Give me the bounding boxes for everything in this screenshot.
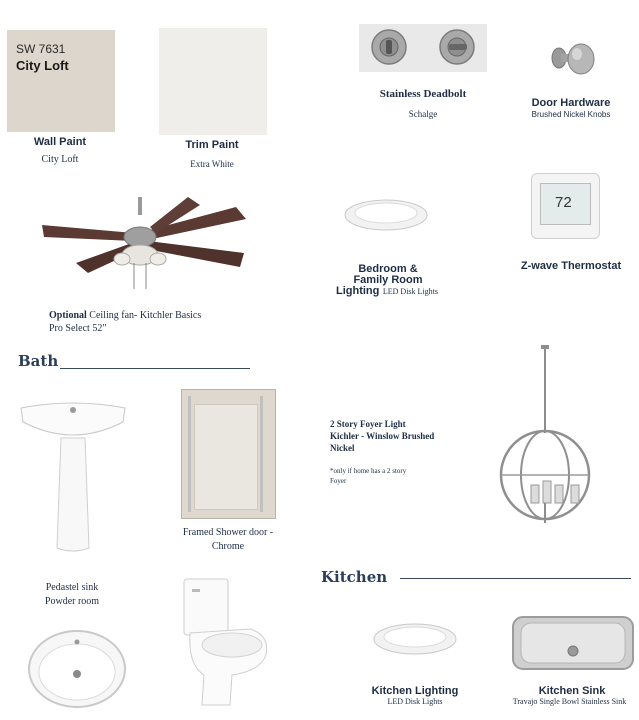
kitchen-sink-sub: Travajo Single Bowl Stainless Sink <box>512 697 627 706</box>
shower-line2: Chrome <box>211 541 245 552</box>
door-hardware-sub: Brushed Nickel Knobs <box>531 110 611 119</box>
shower-door-image <box>181 389 276 519</box>
toilet-icon <box>180 575 276 711</box>
ceiling-fan-caption <box>49 309 249 335</box>
foyer-note <box>330 466 480 486</box>
shower-frame-right <box>260 396 263 512</box>
deadbolt-icon <box>359 24 487 72</box>
pedestal-sink-icon <box>17 398 129 556</box>
paint-code: SW 7631 <box>16 42 66 56</box>
wall-paint-title: Wall Paint <box>33 136 87 148</box>
kitchen-lighting-title: Kitchen Lighting <box>371 685 459 697</box>
foyer-note1: *only if home has a 2 story <box>330 467 407 475</box>
bath-underline <box>60 368 250 369</box>
door-hardware-title: Door Hardware <box>531 97 611 109</box>
foyer-note2: Foyer <box>330 477 347 485</box>
bedroom-lighting-label: Lighting <box>336 285 380 297</box>
kitchen-heading: Kitchen <box>321 568 388 586</box>
trim-paint-swatch <box>159 28 267 135</box>
kitchen-disk-light-icon <box>372 617 458 657</box>
wall-paint-swatch <box>7 30 115 132</box>
foyer-caption <box>330 418 480 454</box>
ceiling-fan-line2: Pro Select 52" <box>49 323 107 334</box>
foyer-line3: Nickel <box>330 443 355 453</box>
foyer-line1: 2 Story Foyer Light <box>330 419 406 429</box>
pedestal-line1: Pedastel sink <box>45 582 99 593</box>
thermostat-screen <box>540 183 591 225</box>
paint-name: City Loft <box>16 58 69 73</box>
wall-paint-sub: City Loft <box>41 154 79 165</box>
bedroom-line2: Family Room <box>353 274 423 286</box>
deadbolt-image <box>359 24 487 72</box>
foyer-line2: Kichler - Winslow Brushed <box>330 431 435 441</box>
chandelier-icon <box>497 345 593 525</box>
bath-heading: Bath <box>18 352 59 370</box>
bedroom-lighting-sub: LED Disk Lights <box>382 287 438 296</box>
deadbolt-sub: Schalge <box>408 109 438 119</box>
kitchen-underline <box>400 578 631 579</box>
ceiling-fan-icon <box>36 193 248 295</box>
kitchen-sink-icon <box>511 615 635 671</box>
disk-light-icon <box>343 193 429 233</box>
deadbolt-title: Stainless Deadbolt <box>379 88 467 100</box>
kitchen-lighting-sub: LED Disk Lights <box>387 697 443 706</box>
pedestal-caption <box>20 581 124 609</box>
trim-paint-title: Trim Paint <box>185 139 239 151</box>
kitchen-sink-title: Kitchen Sink <box>538 685 606 697</box>
shower-frame-left <box>188 396 191 512</box>
ceiling-fan-optional: Optional <box>49 310 87 321</box>
pedestal-line2: Powder room <box>44 596 100 607</box>
ceiling-fan-text: Ceiling fan- Kitchler Basics <box>86 310 202 321</box>
trim-paint-sub: Extra White <box>190 159 234 169</box>
door-knob-icon <box>549 40 597 78</box>
shower-line1: Framed Shower door - <box>182 527 274 538</box>
shower-glass <box>194 404 258 510</box>
thermostat-temp: 72 <box>555 194 572 211</box>
undermount-sink-icon <box>27 628 127 710</box>
bedroom-lighting-caption <box>333 264 443 286</box>
thermostat-title: Z-wave Thermostat <box>520 260 622 272</box>
thermostat-image <box>531 173 600 239</box>
bedroom-lighting-line3 <box>336 284 476 297</box>
shower-caption <box>172 526 284 554</box>
bedroom-line1: Bedroom & <box>358 263 418 275</box>
